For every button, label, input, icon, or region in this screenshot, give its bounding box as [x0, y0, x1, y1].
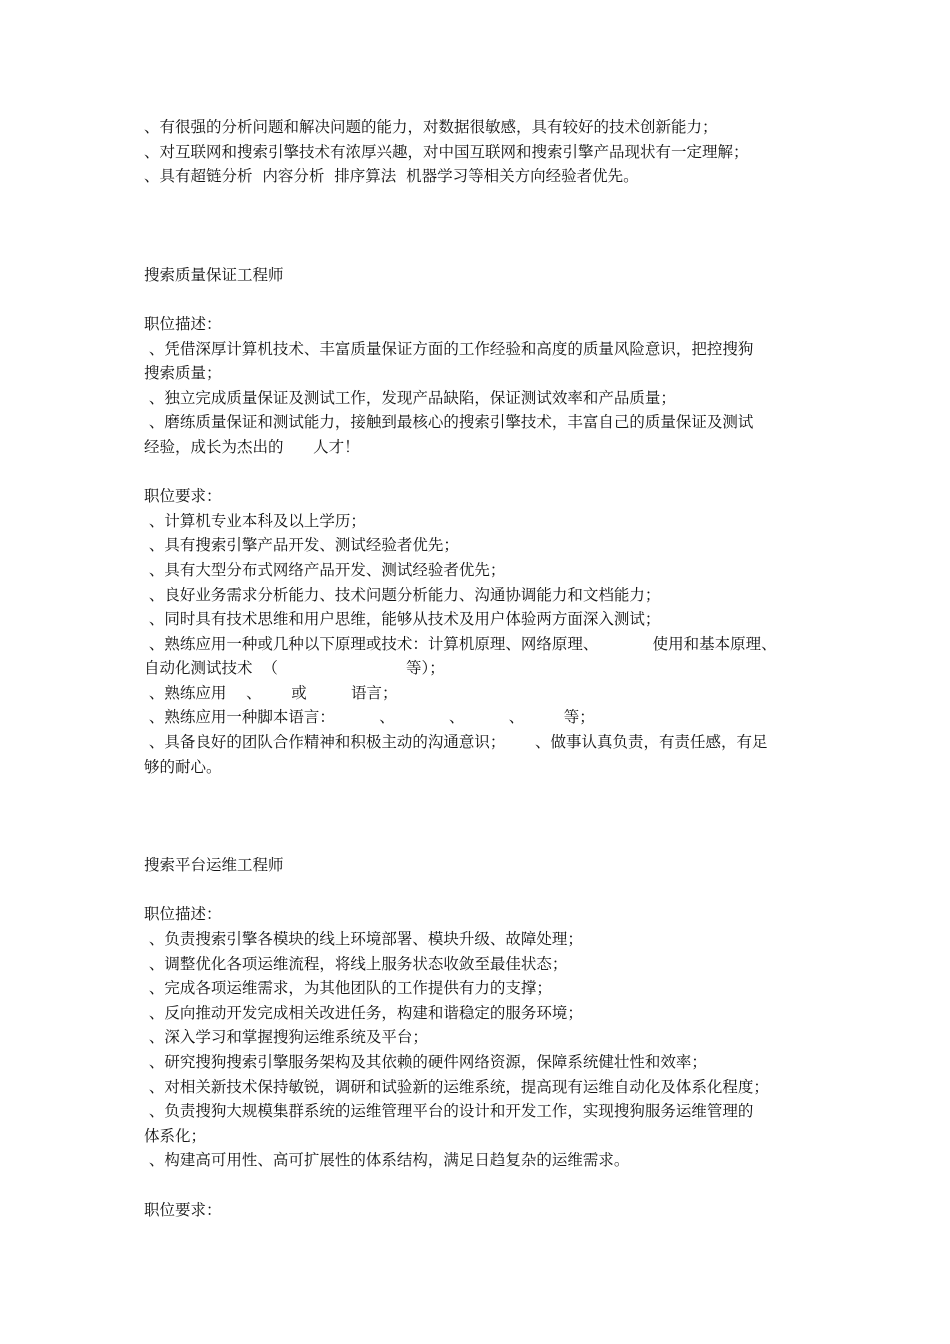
- top-requirements-list: [144, 115, 812, 189]
- list-item: 、对相关新技术保持敏锐，调研和试验新的运维系统，提高现有运维自动化及体系化程度；: [144, 1077, 769, 1096]
- list-item: 、对互联网和搜索引擎技术有浓厚兴趣，对中国互联网和搜索引擎产品现状有一定理解；: [144, 142, 749, 161]
- list-item: 、具有超链分析 内容分析 排序算法 机器学习等相关方向经验者优先。: [144, 167, 639, 186]
- list-item: 、熟练应用一种或几种以下原理或技术：计算机原理、网络原理、 使用和基本原理、: [144, 634, 777, 653]
- list-item: 、负责搜索引擎各模块的线上环境部署、模块升级、故障处理；: [144, 930, 583, 949]
- list-item: 、独立完成质量保证及测试工作，发现产品缺陷，保证测试效率和产品质量；: [144, 388, 676, 407]
- list-item: 、计算机专业本科及以上学历；: [144, 511, 366, 530]
- section-search-qa-engineer: [144, 263, 812, 779]
- desc-label: 职位描述：: [144, 905, 222, 924]
- list-item: 、熟练应用一种脚本语言： 、 、 、 等；: [144, 708, 595, 727]
- list-item: 够的耐心。: [144, 757, 222, 776]
- list-item: 、构建高可用性、高可扩展性的体系结构，满足日趋复杂的运维需求。: [144, 1151, 630, 1170]
- req-label: 职位要求：: [144, 1200, 222, 1219]
- list-item: 、凭借深厚计算机技术、丰富质量保证方面的工作经验和高度的质量风险意识，把控搜狗: [144, 339, 754, 358]
- desc-label: 职位描述：: [144, 314, 222, 333]
- list-item: 、磨练质量保证和测试能力，接触到最核心的搜索引擎技术，丰富自己的质量保证及测试: [144, 413, 754, 432]
- list-item: 、完成各项运维需求，为其他团队的工作提供有力的支撑；: [144, 979, 552, 998]
- list-item: 、具备良好的团队合作精神和积极主动的沟通意识； 、做事认真负责，有责任感，有足: [144, 733, 768, 752]
- list-item: 搜索质量；: [144, 364, 222, 383]
- list-item: 、调整优化各项运维流程，将线上服务状态收敛至最佳状态；: [144, 954, 568, 973]
- document-page: [144, 115, 812, 1222]
- list-item: 、反向推动开发完成相关改进任务，构建和谐稳定的服务环境；: [144, 1003, 583, 1022]
- list-item: 、有很强的分析问题和解决问题的能力，对数据很敏感，具有较好的技术创新能力；: [144, 118, 718, 136]
- list-item: 、具有搜索引擎产品开发、测试经验者优先；: [144, 536, 459, 555]
- list-item: 、负责搜狗大规模集群系统的运维管理平台的设计和开发工作，实现搜狗服务运维管理的: [144, 1102, 754, 1121]
- list-item: 、熟练应用 、 或 语言；: [144, 683, 398, 702]
- list-item: 、同时具有技术思维和用户思维，能够从技术及用户体验两方面深入测试；: [144, 610, 661, 629]
- list-item: 、深入学习和掌握搜狗运维系统及平台；: [144, 1028, 428, 1047]
- section-title: 搜索质量保证工程师: [144, 265, 284, 284]
- list-item: 、良好业务需求分析能力、技术问题分析能力、沟通协调能力和文档能力；: [144, 585, 661, 604]
- list-item: 、具有大型分布式网络产品开发、测试经验者优先；: [144, 560, 506, 579]
- list-item: 自动化测试技术 （ 等）；: [144, 659, 445, 678]
- list-item: 经验，成长为杰出的 人才！: [144, 437, 360, 456]
- list-item: 体系化；: [144, 1126, 207, 1145]
- section-search-platform-ops-engineer: [144, 853, 812, 1222]
- list-item: 、研究搜狗搜索引擎服务架构及其依赖的硬件网络资源，保障系统健壮性和效率；: [144, 1053, 707, 1071]
- section-title: 搜索平台运维工程师: [144, 856, 284, 875]
- req-label: 职位要求：: [144, 487, 222, 506]
